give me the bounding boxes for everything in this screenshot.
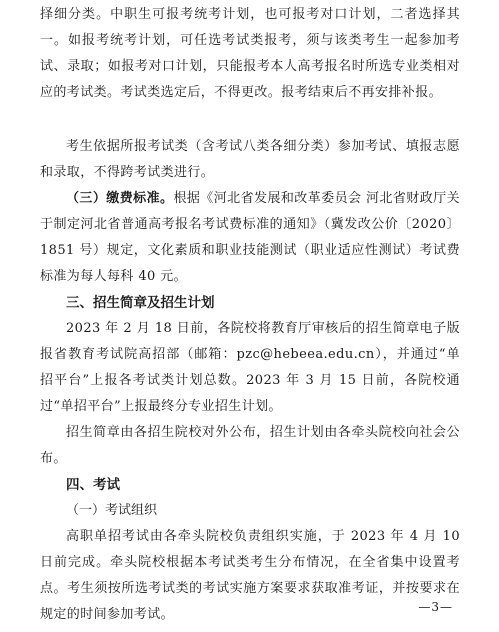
paragraph-exam-organization: 高职单招考试由各牵头院校负责组织实施，于 2023 年 4 月 10 日前完成。牵头院校根据本考试类考生分布情况，在全省集中设置考点。考生须按所选考试类的考试实施方案要求获取准考证，并按要求在规定的时间参加考试。: [40, 529, 460, 622]
paragraph-enrollment-brochure: 2023 年 2 月 18 日前，各院校将教育厅审核后的招生简章电子版报省教育考试院高招部（邮箱：pzc@hebeea.edu.cn），并通过“单招平台”上报各考试类计划总数。2023 年 3 月 15 日前，各院校通过“单招平台”上报最终分专业招生计划。: [40, 321, 460, 414]
fee-standard-label: （三）缴费标准。: [66, 191, 174, 206]
subsection-heading-exam-organization: （一）考试组织: [66, 503, 158, 518]
section-heading-exam: 四、考试: [66, 477, 120, 493]
paragraph-registration-rules: 择细分类。中职生可报考统考计划，也可报考对口计划，二者选择其一。如报考统考计划，可任选考试类报考，须与该类考生一起参加考试、录取；如报考对口计划，只能报考本人高考报名时所选专业类相对应的考试类。考试类选定后，不得更改。报考结束后不再安排补报。: [40, 7, 460, 100]
paragraph-exam-category: 考生依据所报考试类（含考试八类各细分类）参加考试、填报志愿和录取，不得跨考试类进行。: [40, 139, 460, 180]
paragraph-fee-standard: [40, 186, 460, 290]
paragraph-brochure-publication: 招生简章由各招生院校对外公布，招生计划由各牵头院校向社会公布。: [40, 425, 460, 466]
fee-standard-body: 根据《河北省发展和改革委员会 河北省财政厅关于制定河北省普通高考报名考试费标准的通知》（冀发改公价〔2020〕1851 号）规定，文化素质和职业技能测试（职业适应性测试）考试费标准为每人每科 40 元。: [40, 191, 460, 284]
section-heading-enrollment-plan: 三、招生简章及招生计划: [66, 295, 215, 311]
page-number: —3—: [418, 600, 453, 614]
